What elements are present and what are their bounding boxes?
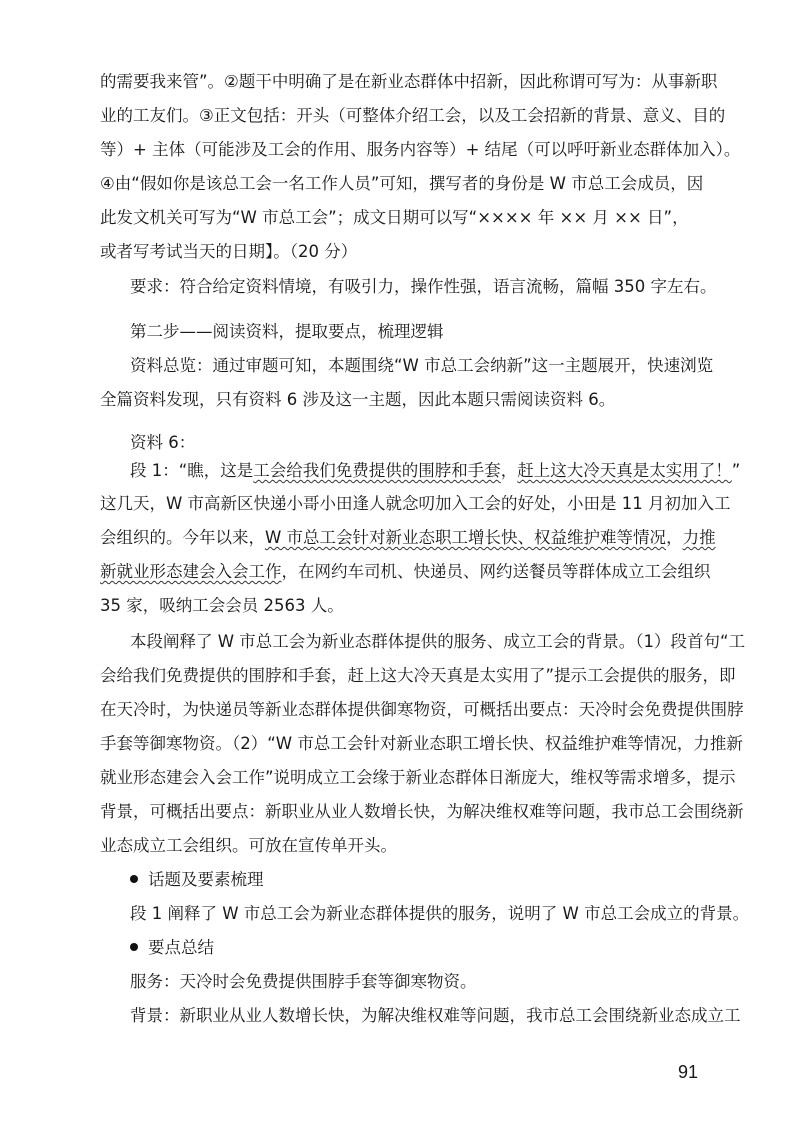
bullet-icon [130, 875, 138, 883]
summary-heading-row [130, 937, 710, 959]
topic-sort-heading-row [130, 869, 710, 891]
intro-line-5: 此发文机关可写为“W 市总工会”；成文日期可以写“×××× 年 ×× 月 ×× 日”， [100, 208, 689, 227]
analysis-line-5: 就业形态建会入会工作”说明成立工会缘于新业态群体日渐庞大，维权等需求增多，提示 [100, 768, 736, 787]
para1-wavy-highlight-b: 赶上这大冷天真是太实用了！ [517, 461, 732, 480]
analysis-line-4: 手套等御寒物资。（2）“W 市总工会针对新业态职工增长快、权益维护难等情况，力推新 [100, 734, 743, 753]
analysis-line-2: 会给我们免费提供的围脖和手套，赶上这大冷天真是太实用了”提示工会提供的服务，即 [100, 666, 736, 685]
summary-service: 服务：天冷时会免费提供围脖手套等御寒物资。 [130, 972, 477, 991]
intro-line-3: 等）+ 主体（可能涉及工会的作用、服务内容等）+ 结尾（可以呼吁新业态群体加入）。 [100, 140, 741, 159]
material-para1-line-2: 这几天，W 市高新区快递小哥小田逢人就念叨加入工会的好处，小田是 11 月初加入工 [100, 494, 731, 513]
step2-heading: 第二步——阅读资料，提取要点，梳理逻辑 [130, 322, 444, 341]
analysis-line-6: 背景，可概括出要点：新职业从业人数增长快，为解决维权难等问题，我市总工会围绕新 [100, 802, 744, 821]
page-number: 91 [677, 1062, 698, 1082]
bullet-icon [130, 943, 138, 951]
analysis-line-7: 业态成立工会组织。可放在宣传单开头。 [100, 836, 397, 855]
topic-sort-text: 段 1 阐释了 W 市总工会为新业态群体提供的服务，说明了 W 市总工会成立的背景。 [130, 904, 750, 923]
overview-line-1: 资料总览：通过审题可知，本题围绕“W 市总工会纳新”这一主题展开，快速浏览 [130, 356, 714, 375]
para1-quote-close: ” [731, 461, 741, 480]
summary-background: 背景：新职业从业人数增长快，为解决维权难等问题，我市总工会围绕新业态成立工 [130, 1006, 741, 1025]
para1-l3-prefix: 会组织的。今年以来， [100, 528, 265, 547]
topic-sort-heading: 话题及要素梳理 [148, 870, 264, 889]
para1-l3-wavy-b: 力推 [682, 528, 716, 547]
intro-line-2: 业的工友们。③正文包括：开头（可整体介绍工会，以及工会招新的背景、意义、目的 [100, 106, 726, 125]
overview-line-2: 全篇资料发现，只有资料 6 涉及这一主题，因此本题只需阅读资料 6。 [100, 390, 616, 409]
para1-l3-comma: ， [666, 528, 683, 547]
material-para1-line-5: 35 家，吸纳工会会员 2563 人。 [100, 596, 344, 615]
summary-heading: 要点总结 [148, 938, 214, 957]
intro-line-4: ④由“假如你是该总工会一名工作人员”可知，撰写者的身份是 W 市总工会成员，因 [100, 174, 704, 193]
material-para1-line-1 [130, 460, 741, 482]
analysis-line-1: 本段阐释了 W 市总工会为新业态群体提供的服务、成立工会的背景。（1）段首句“工 [130, 632, 746, 651]
para1-prefix: 段 1：“瞧，这是 [130, 461, 254, 480]
para1-l3-wavy-a: W 市总工会针对新业态职工增长快、权益维护难等情况 [265, 528, 667, 547]
intro-line-6: 或者写考试当天的日期】。（20 分） [100, 242, 358, 261]
para1-wavy-highlight-a: 工会给我们免费提供的围脖和手套 [253, 461, 501, 480]
para1-comma: ， [500, 461, 518, 480]
para1-l4-wavy: 新就业形态建会入会工作 [100, 562, 282, 581]
intro-line-1: 的需要我来管”。②题干中明确了是在新业态群体中招新，因此称谓可写为：从事新职 [100, 72, 718, 91]
para1-l4-suffix: ，在网约车司机、快递员、网约送餐员等群体成立工会组织 [281, 562, 711, 581]
requirement-text: 要求：符合给定资料情境，有吸引力，操作性强，语言流畅，篇幅 350 字左右。 [130, 277, 717, 296]
material-label: 资料 6： [130, 433, 196, 452]
material-para1-line-4 [100, 561, 710, 583]
material-para1-line-3 [100, 527, 716, 549]
analysis-line-3: 在天冷时，为快递员等新业态群体提供御寒物资，可概括出要点：天冷时会免费提供围脖 [100, 700, 744, 719]
